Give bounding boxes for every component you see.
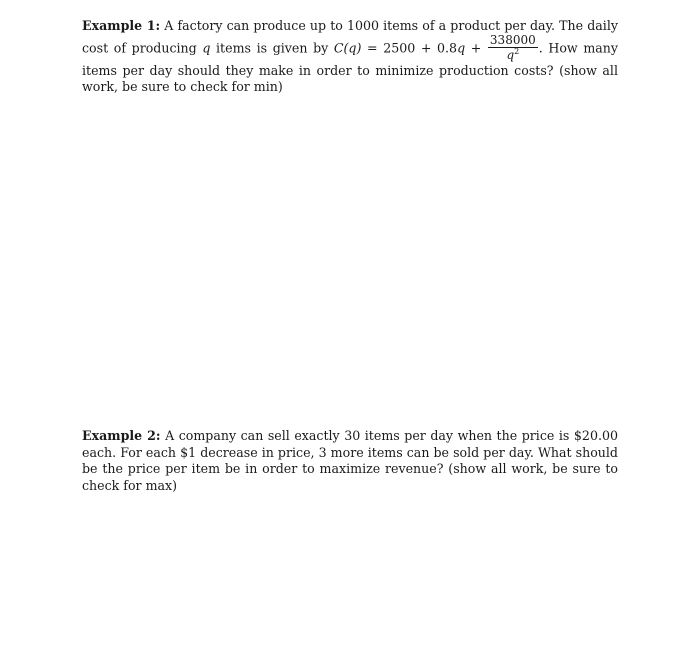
cost-function-constant-terms: = 2500 + 0.8 bbox=[361, 40, 458, 56]
cost-function-plus: + bbox=[465, 40, 487, 56]
example-2-paragraph bbox=[82, 428, 618, 494]
example-1-title: Example 1: bbox=[82, 18, 161, 33]
example-2-title: Example 2: bbox=[82, 428, 161, 443]
example-1-text-part1: A factory can produce up to 1000 items of a product per day. The daily cost of producing bbox=[82, 18, 618, 56]
example-1-var-q: q bbox=[202, 40, 211, 56]
example-1-text-part2: items is given by bbox=[210, 40, 334, 56]
cost-function-linear-var: q bbox=[457, 40, 466, 56]
cost-function-lhs: C(q) bbox=[333, 40, 362, 56]
fraction-denominator bbox=[488, 48, 538, 62]
fraction-denominator-var: q bbox=[506, 47, 515, 62]
example-1-paragraph bbox=[82, 18, 618, 96]
fraction-denominator-exponent: 2 bbox=[514, 46, 520, 56]
fraction-numerator: 338000 bbox=[489, 32, 536, 47]
cost-function-fraction bbox=[488, 34, 538, 62]
example-1-text-part3: . How many items per day should they make in order to minimize production costs? (show all work, be sure to check for min) bbox=[82, 40, 618, 95]
example-2-text: A company can sell exactly 30 items per day when the price is $20.00 each. For each $1 decrease in price, 3 more items can be sold per day. What should be the price per item be in order to maximize revenue? (show all work, be sure to check for max) bbox=[82, 428, 618, 493]
